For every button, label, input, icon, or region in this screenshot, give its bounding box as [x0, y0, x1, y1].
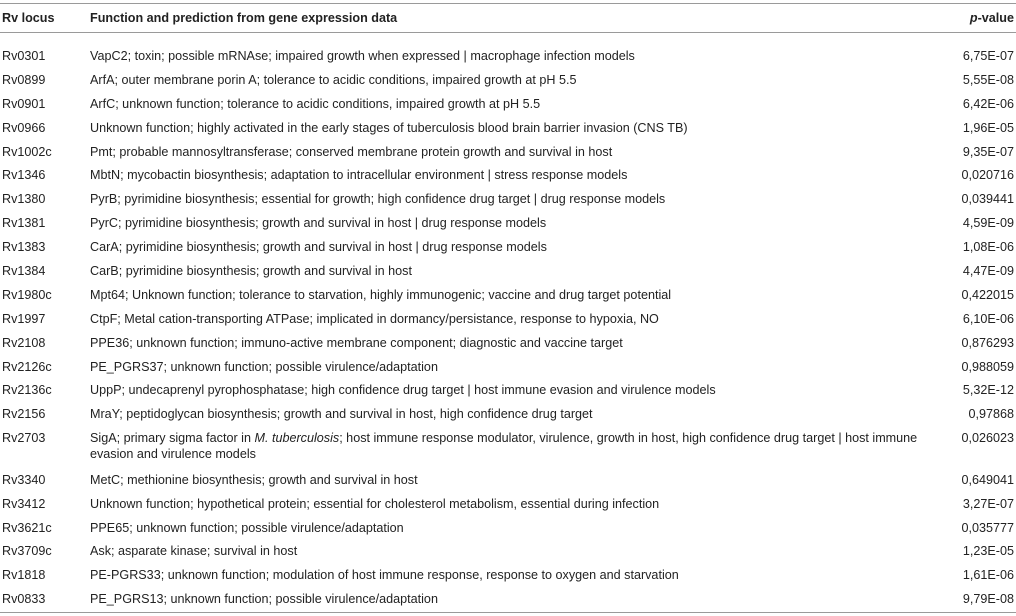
- function-cell: Mpt64; Unknown function; tolerance to starvation, highly immunogenic; vaccine and drug target potential: [90, 287, 672, 302]
- pvalue-cell: 0,649041: [961, 472, 1014, 487]
- table-row: [0, 144, 1016, 168]
- pvalue-cell: 5,32E-12: [962, 383, 1014, 398]
- function-cell: Unknown function; hypothetical protein; essential for cholesterol metabolism, essential during infection: [90, 496, 660, 511]
- function-cell: MbtN; mycobactin biosynthesis; adaptation to intracellular environment | stress response models: [90, 168, 628, 183]
- locus-cell: Rv2703: [2, 431, 46, 446]
- function-cell: CtpF; Metal cation-transporting ATPase; implicated in dormancy/persistance, response to hypoxia, NO: [90, 311, 659, 326]
- table-row: [0, 430, 1016, 472]
- table-row: [0, 520, 1016, 544]
- function-cell: ArfA; outer membrane porin A; tolerance to acidic conditions, impaired growth at pH 5.5: [90, 72, 577, 87]
- table-row: [0, 382, 1016, 406]
- table-row: [0, 96, 1016, 120]
- table-row: [0, 191, 1016, 215]
- pvalue-cell: 0,035777: [961, 520, 1014, 535]
- table-row: [0, 239, 1016, 263]
- table-row: [0, 311, 1016, 335]
- table-row: [0, 406, 1016, 430]
- table-row: [0, 48, 1016, 72]
- pvalue-cell: 4,47E-09: [962, 264, 1014, 279]
- pvalue-cell: 0,988059: [961, 359, 1014, 374]
- function-cell: PPE65; unknown function; possible virulence/adaptation: [90, 520, 404, 535]
- pvalue-cell: 6,75E-07: [962, 49, 1014, 63]
- species-name: M. tuberculosis: [254, 431, 340, 446]
- function-cell: PyrC; pyrimidine biosynthesis; growth and survival in host | drug response models: [90, 216, 547, 231]
- table-row: [0, 567, 1016, 591]
- table-row: [0, 543, 1016, 567]
- function-cell: Unknown function; highly activated in the early stages of tuberculosis blood brain barrier invasion (CNS TB): [90, 120, 688, 135]
- locus-cell: Rv2156: [2, 407, 46, 422]
- locus-cell: Rv0833: [2, 592, 46, 607]
- pvalue-cell: 4,59E-09: [962, 216, 1014, 231]
- header-function: Function and prediction from gene expression data: [90, 11, 398, 25]
- table-row: [0, 287, 1016, 311]
- function-cell: PPE36; unknown function; immuno-active membrane component; diagnostic and vaccine target: [90, 335, 623, 350]
- pvalue-cell: 0,039441: [961, 192, 1014, 207]
- pvalue-cell: 0,97868: [968, 407, 1014, 422]
- locus-cell: Rv3621c: [2, 520, 52, 535]
- locus-cell: Rv0966: [2, 120, 46, 135]
- locus-cell: Rv1384: [2, 264, 46, 279]
- bottom-rule: [0, 612, 1016, 613]
- function-cell: [90, 430, 920, 462]
- header-rv-locus: Rv locus: [2, 11, 55, 25]
- pvalue-cell: 1,96E-05: [962, 120, 1014, 135]
- locus-cell: Rv2108: [2, 335, 46, 350]
- function-cell: Ask; asparate kinase; survival in host: [90, 544, 298, 559]
- table-row: [0, 215, 1016, 239]
- pvalue-cell: 0,020716: [961, 168, 1014, 183]
- header-p-suffix: -value: [977, 11, 1014, 25]
- function-cell: MetC; methionine biosynthesis; growth and survival in host: [90, 472, 418, 487]
- pvalue-cell: 0,876293: [961, 335, 1014, 350]
- pvalue-cell: 1,23E-05: [962, 544, 1014, 559]
- header-rule: [0, 32, 1016, 33]
- function-cell: CarB; pyrimidine biosynthesis; growth and survival in host: [90, 264, 412, 279]
- locus-cell: Rv2136c: [2, 383, 52, 398]
- pvalue-cell: 1,61E-06: [962, 568, 1014, 583]
- locus-cell: Rv3709c: [2, 544, 52, 559]
- table-row: [0, 496, 1016, 520]
- locus-cell: Rv3412: [2, 496, 46, 511]
- pvalue-cell: 9,35E-07: [962, 144, 1014, 159]
- locus-cell: Rv1980c: [2, 287, 52, 302]
- function-cell: CarA; pyrimidine biosynthesis; growth and survival in host | drug response models: [90, 240, 547, 255]
- function-text-pre: SigA; primary sigma factor in: [90, 431, 255, 446]
- table-row: [0, 472, 1016, 496]
- function-cell: VapC2; toxin; possible mRNAse; impaired growth when expressed | macrophage infection models: [90, 49, 635, 63]
- locus-cell: Rv0901: [2, 96, 46, 111]
- locus-cell: Rv1818: [2, 568, 46, 583]
- table-row: [0, 359, 1016, 383]
- pvalue-cell: 5,55E-08: [962, 72, 1014, 87]
- locus-cell: Rv0899: [2, 72, 46, 87]
- header-p-italic: p: [969, 11, 978, 25]
- pvalue-cell: 0,422015: [961, 287, 1014, 302]
- table-row: [0, 263, 1016, 287]
- pvalue-cell: 9,79E-08: [962, 592, 1014, 607]
- table-row: [0, 335, 1016, 359]
- function-cell: PE-PGRS33; unknown function; modulation of host immune response, response to oxygen and starvation: [90, 568, 679, 583]
- pvalue-cell: 6,10E-06: [962, 311, 1014, 326]
- function-text-post: ; host immune response modulator, virulence, growth in host, high confidence drug target | host immune evasion and virulence models: [90, 431, 918, 462]
- function-cell: UppP; undecaprenyl pyrophosphatase; high confidence drug target | host immune evasion and virulence models: [90, 383, 716, 398]
- pvalue-cell: 1,08E-06: [962, 240, 1014, 255]
- locus-cell: Rv0301: [2, 49, 46, 63]
- pvalue-cell: 0,026023: [961, 431, 1014, 446]
- function-cell: Pmt; probable mannosyltransferase; conserved membrane protein growth and survival in host: [90, 144, 613, 159]
- locus-cell: Rv1002c: [2, 144, 52, 159]
- table-row: [0, 120, 1016, 144]
- function-cell: PE_PGRS37; unknown function; possible virulence/adaptation: [90, 359, 438, 374]
- locus-cell: Rv1997: [2, 311, 46, 326]
- table-header: [0, 3, 1016, 32]
- locus-cell: Rv1380: [2, 192, 46, 207]
- table-row: [0, 167, 1016, 191]
- table-body: [0, 48, 1016, 615]
- locus-cell: Rv3340: [2, 472, 46, 487]
- function-cell: MraY; peptidoglycan biosynthesis; growth and survival in host, high confidence drug target: [90, 407, 593, 422]
- function-cell: ArfC; unknown function; tolerance to acidic conditions, impaired growth at pH 5.5: [90, 96, 541, 111]
- function-cell: PyrB; pyrimidine biosynthesis; essential for growth; high confidence drug target | drug response models: [90, 192, 666, 207]
- pvalue-cell: 6,42E-06: [962, 96, 1014, 111]
- function-cell: PE_PGRS13; unknown function; possible virulence/adaptation: [90, 592, 438, 607]
- locus-cell: Rv1346: [2, 168, 46, 183]
- table-row: [0, 72, 1016, 96]
- locus-cell: Rv2126c: [2, 359, 52, 374]
- header-p-value: [970, 11, 1014, 25]
- locus-cell: Rv1381: [2, 216, 46, 231]
- locus-cell: Rv1383: [2, 240, 46, 255]
- pvalue-cell: 3,27E-07: [962, 496, 1014, 511]
